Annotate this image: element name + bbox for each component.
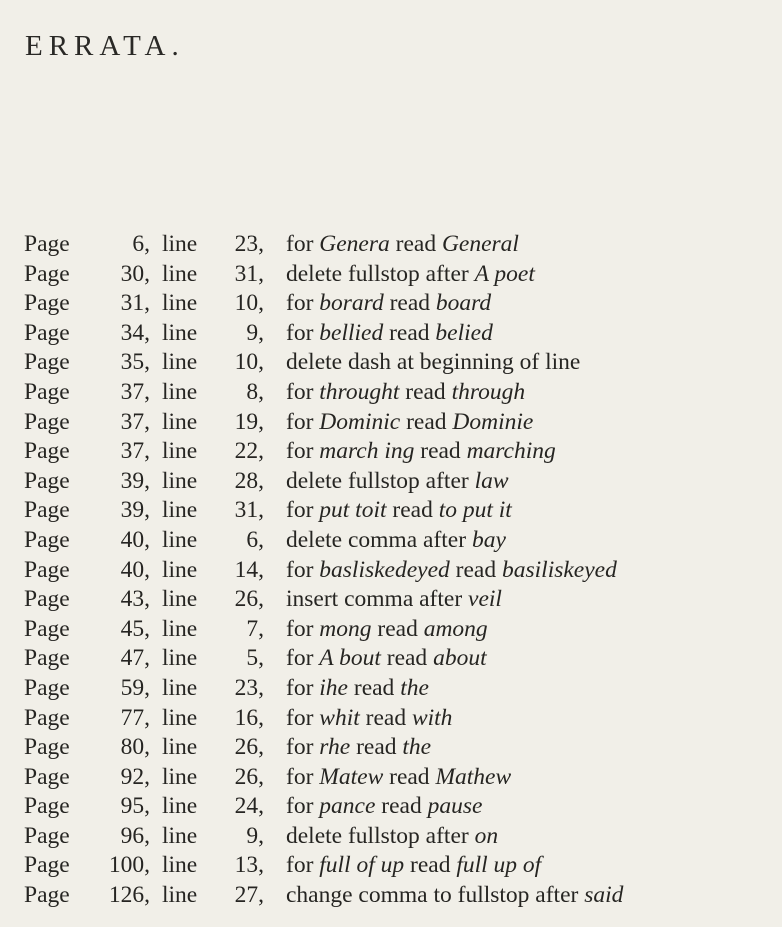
page-label: Page (24, 645, 70, 672)
line-label: line (162, 645, 198, 672)
correction-plain: for (286, 674, 320, 701)
correction-italic: Mathew (435, 763, 512, 790)
page-label: Page (24, 734, 70, 761)
errata-row (24, 763, 774, 793)
page-label: Page (24, 497, 70, 524)
correction-plain: delete fullstop after (286, 822, 475, 849)
correction-text (286, 467, 509, 497)
line-number: 9, (246, 319, 264, 346)
page-label: Page (24, 763, 70, 790)
correction-italic: basiliskeyed (501, 556, 617, 583)
correction-italic: bay (471, 526, 506, 553)
page-label: Page (24, 615, 70, 642)
line-number: 26, (234, 734, 264, 761)
correction-plain: read (400, 408, 453, 435)
page-number: 59, (120, 674, 150, 701)
line-number: 26, (234, 763, 264, 790)
correction-text (286, 260, 535, 290)
correction-italic: law (474, 467, 509, 494)
correction-text (286, 556, 617, 586)
errata-row (24, 792, 774, 822)
correction-italic: full up of (456, 852, 542, 879)
line-label: line (162, 882, 198, 909)
correction-plain: read (371, 615, 424, 642)
correction-text (286, 378, 525, 408)
errata-row (24, 408, 774, 438)
correction-plain: read (414, 438, 467, 465)
correction-plain: read (386, 497, 439, 524)
page-number: 39, (120, 497, 150, 524)
page-label: Page (24, 852, 70, 879)
correction-italic: throught (319, 378, 400, 405)
correction-plain: for (286, 408, 320, 435)
line-label: line (162, 408, 198, 435)
page-label: Page (24, 319, 70, 346)
line-number: 28, (234, 467, 264, 494)
correction-text (286, 585, 502, 615)
correction-text (286, 851, 541, 881)
correction-text (286, 496, 512, 526)
line-label: line (162, 615, 198, 642)
page-number: 40, (120, 556, 150, 583)
correction-plain: change comma to fullstop after (286, 882, 585, 909)
line-number: 26, (234, 586, 264, 613)
correction-text (286, 822, 498, 852)
line-label: line (162, 319, 198, 346)
correction-plain: for (286, 497, 320, 524)
page-number: 37, (120, 378, 150, 405)
correction-text (286, 319, 493, 349)
errata-row (24, 556, 774, 586)
page-label: Page (24, 349, 70, 376)
correction-italic: full of up (319, 852, 405, 879)
line-label: line (162, 526, 198, 553)
correction-italic: whit (319, 704, 360, 731)
correction-italic: bellied (319, 319, 384, 346)
line-number: 22, (234, 438, 264, 465)
page-number: 100, (108, 852, 150, 879)
line-number: 13, (234, 852, 264, 879)
line-number: 23, (234, 231, 264, 257)
correction-plain: read (383, 763, 436, 790)
page-label: Page (24, 290, 70, 317)
correction-italic: ihe (319, 674, 348, 701)
errata-row (24, 526, 774, 556)
correction-italic: board (435, 290, 492, 317)
correction-italic: borard (319, 290, 384, 317)
line-number: 5, (246, 645, 264, 672)
line-label: line (162, 586, 198, 613)
correction-plain: for (286, 704, 320, 731)
page-number: 95, (120, 793, 150, 820)
page-title: ERRATA. (25, 30, 185, 62)
correction-plain: for (286, 852, 320, 879)
line-label: line (162, 822, 198, 849)
correction-plain: read (359, 704, 412, 731)
correction-plain: for (286, 290, 320, 317)
correction-plain: read (383, 319, 436, 346)
page-number: 6, (132, 231, 150, 257)
errata-row (24, 260, 774, 290)
correction-italic: marching (466, 438, 556, 465)
page-label: Page (24, 793, 70, 820)
correction-plain: insert comma after (286, 586, 469, 613)
correction-plain: for (286, 378, 320, 405)
line-label: line (162, 734, 198, 761)
line-number: 7, (246, 615, 264, 642)
correction-text (286, 674, 429, 704)
errata-row (24, 615, 774, 645)
correction-italic: said (584, 882, 624, 909)
page-number: 92, (120, 763, 150, 790)
page-number: 126, (108, 882, 150, 909)
errata-row (24, 733, 774, 763)
correction-italic: Dominie (452, 408, 534, 435)
page-label: Page (24, 822, 70, 849)
errata-row (24, 437, 774, 467)
line-number: 23, (234, 674, 264, 701)
correction-italic: pance (319, 793, 376, 820)
line-label: line (162, 556, 198, 583)
correction-plain: read (348, 674, 401, 701)
correction-text (286, 348, 580, 378)
page-number: 96, (120, 822, 150, 849)
correction-text (286, 289, 491, 319)
correction-italic: the (400, 674, 429, 701)
correction-italic: Matew (319, 763, 384, 790)
correction-text (286, 437, 556, 467)
line-number: 19, (234, 408, 264, 435)
correction-text (286, 526, 506, 556)
correction-plain: delete fullstop after (286, 260, 475, 287)
page-label: Page (24, 438, 70, 465)
errata-list (24, 230, 774, 911)
errata-row (24, 704, 774, 734)
errata-row (24, 496, 774, 526)
page-number: 77, (120, 704, 150, 731)
page-label: Page (24, 704, 70, 731)
correction-italic: rhe (319, 734, 351, 761)
errata-row (24, 644, 774, 674)
page-label: Page (24, 260, 70, 287)
correction-plain: for (286, 615, 320, 642)
page-number: 39, (120, 467, 150, 494)
correction-plain: read (383, 290, 436, 317)
line-label: line (162, 704, 198, 731)
line-label: line (162, 763, 198, 790)
correction-italic: on (474, 822, 499, 849)
correction-italic: to put it (438, 497, 512, 524)
page-number: 37, (120, 438, 150, 465)
correction-plain: for (286, 763, 320, 790)
correction-plain: delete comma after (286, 526, 472, 553)
line-number: 8, (246, 378, 264, 405)
page-number: 37, (120, 408, 150, 435)
page-number: 80, (120, 734, 150, 761)
correction-plain: for (286, 231, 320, 257)
errata-row (24, 289, 774, 319)
line-label: line (162, 467, 198, 494)
line-number: 31, (234, 260, 264, 287)
line-label: line (162, 497, 198, 524)
correction-italic: march ing (319, 438, 415, 465)
page-label: Page (24, 378, 70, 405)
page-number: 31, (120, 290, 150, 317)
line-label: line (162, 290, 198, 317)
errata-row (24, 467, 774, 497)
errata-row (24, 230, 774, 260)
correction-text (286, 763, 511, 793)
line-number: 10, (234, 349, 264, 376)
correction-italic: put toit (319, 497, 387, 524)
page-number: 45, (120, 615, 150, 642)
line-number: 14, (234, 556, 264, 583)
correction-text (286, 615, 488, 645)
correction-plain: read (375, 793, 428, 820)
correction-plain: delete dash at beginning of line (286, 349, 581, 376)
page-label: Page (24, 882, 70, 909)
page-number: 34, (120, 319, 150, 346)
correction-text (286, 704, 452, 734)
line-label: line (162, 852, 198, 879)
line-number: 24, (234, 793, 264, 820)
correction-italic: basliskedeyed (319, 556, 450, 583)
correction-text (286, 881, 623, 911)
correction-italic: belied (435, 319, 493, 346)
correction-italic: the (402, 734, 432, 761)
line-number: 27, (234, 882, 264, 909)
line-number: 31, (234, 497, 264, 524)
page-label: Page (24, 408, 70, 435)
correction-plain: read (389, 231, 442, 257)
errata-row (24, 319, 774, 349)
line-label: line (162, 378, 198, 405)
line-number: 16, (234, 704, 264, 731)
correction-text (286, 230, 519, 260)
line-label: line (162, 674, 198, 701)
correction-plain: for (286, 438, 320, 465)
correction-plain: read (380, 645, 434, 672)
correction-italic: General (441, 231, 519, 257)
line-label: line (162, 260, 198, 287)
correction-italic: with (411, 704, 453, 731)
correction-italic: Genera (319, 231, 390, 257)
correction-plain: for (286, 556, 320, 583)
line-label: line (162, 349, 198, 376)
page-label: Page (24, 467, 70, 494)
correction-italic: through (451, 378, 526, 405)
page-number: 47, (120, 645, 150, 672)
correction-plain: for (286, 793, 320, 820)
line-label: line (162, 231, 198, 257)
page-label: Page (24, 526, 70, 553)
line-number: 10, (234, 290, 264, 317)
correction-plain: read (350, 734, 403, 761)
correction-italic: mong (319, 615, 372, 642)
correction-italic: pause (427, 793, 483, 820)
page-number: 40, (120, 526, 150, 553)
errata-row (24, 348, 774, 378)
errata-row (24, 674, 774, 704)
page-label: Page (24, 586, 70, 613)
line-label: line (162, 438, 198, 465)
correction-italic: among (423, 615, 488, 642)
correction-plain: for (286, 319, 320, 346)
errata-row (24, 851, 774, 881)
line-label: line (162, 793, 198, 820)
page-number: 43, (120, 586, 150, 613)
correction-italic: A poet (474, 260, 535, 287)
errata-row (24, 378, 774, 408)
correction-plain: for (286, 645, 320, 672)
correction-italic: veil (468, 586, 502, 613)
correction-plain: read (404, 852, 457, 879)
line-number: 6, (246, 526, 264, 553)
correction-italic: about (433, 645, 487, 672)
page-label: Page (24, 674, 70, 701)
page-label: Page (24, 231, 70, 257)
line-number: 9, (246, 822, 264, 849)
page-number: 30, (120, 260, 150, 287)
correction-text (286, 733, 431, 763)
correction-plain: for (286, 734, 320, 761)
page-number: 35, (120, 349, 150, 376)
correction-plain: read (399, 378, 452, 405)
correction-text (286, 408, 533, 438)
correction-italic: A bout (319, 645, 381, 672)
correction-italic: Dominic (319, 408, 401, 435)
correction-plain: read (449, 556, 502, 583)
errata-row (24, 881, 774, 911)
correction-text (286, 792, 482, 822)
errata-row (24, 822, 774, 852)
correction-plain: delete fullstop after (286, 467, 475, 494)
errata-row (24, 585, 774, 615)
page-label: Page (24, 556, 70, 583)
correction-text (286, 644, 487, 674)
